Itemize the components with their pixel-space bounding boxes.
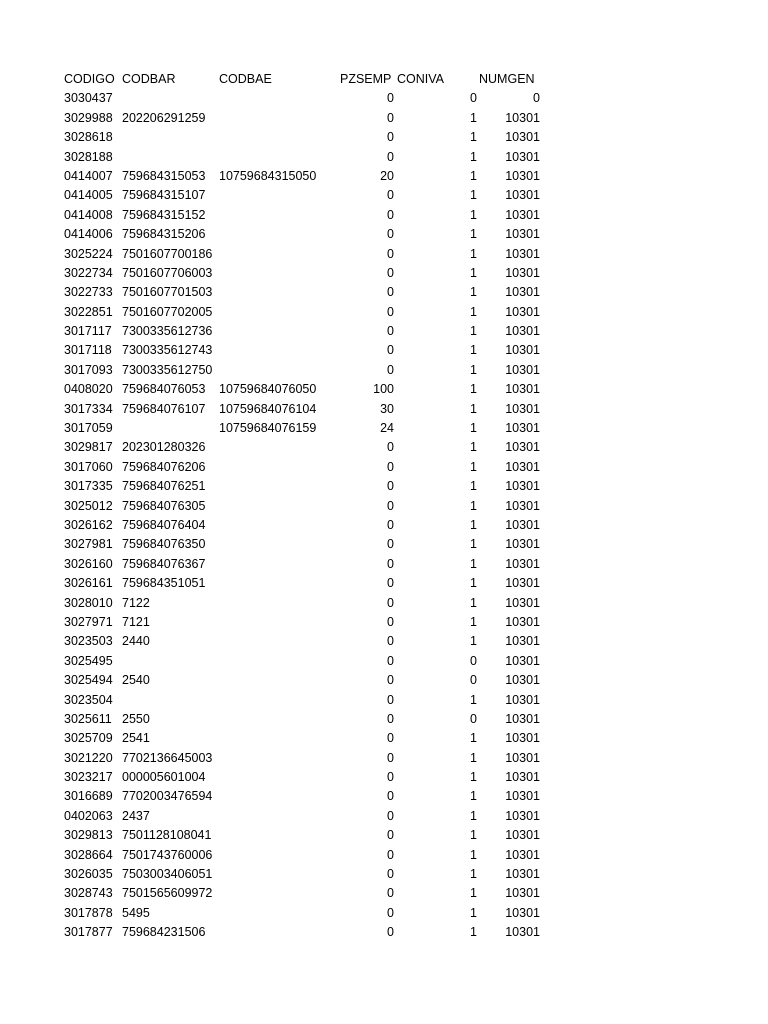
cell-codigo: 3025012 — [64, 498, 113, 513]
data-sheet — [0, 70, 768, 943]
cell-codbar: 5495 — [122, 905, 150, 920]
cell-numgen: 10301 — [505, 731, 540, 746]
cell-coniva: 1 — [470, 808, 477, 823]
cell-codigo: 3017335 — [64, 479, 113, 494]
cell-pzsemp: 0 — [387, 750, 394, 765]
cell-codbar: 7501607700186 — [122, 246, 213, 261]
cell-codbar: 759684315152 — [122, 207, 206, 222]
cell-coniva: 1 — [470, 265, 477, 280]
cell-pzsemp: 0 — [387, 227, 394, 242]
table-row — [0, 283, 768, 302]
table-row — [0, 826, 768, 845]
cell-codigo: 0414006 — [64, 227, 113, 242]
table-row — [0, 477, 768, 496]
cell-codbar: 7501607706003 — [122, 265, 213, 280]
table-row — [0, 594, 768, 613]
cell-pzsemp: 0 — [387, 808, 394, 823]
cell-pzsemp: 0 — [387, 634, 394, 649]
table-row — [0, 167, 768, 186]
cell-codigo: 3026160 — [64, 556, 113, 571]
cell-codbar: 759684076053 — [122, 382, 206, 397]
cell-codigo: 0402063 — [64, 808, 113, 823]
cell-numgen: 10301 — [505, 925, 540, 940]
cell-pzsemp: 0 — [387, 110, 394, 125]
header-coniva: CONIVA — [397, 72, 444, 86]
cell-numgen: 10301 — [505, 828, 540, 843]
cell-coniva: 1 — [470, 440, 477, 455]
table-row — [0, 128, 768, 147]
cell-numgen: 10301 — [505, 595, 540, 610]
table-row — [0, 923, 768, 942]
cell-codbar: 759684076305 — [122, 498, 206, 513]
table-row — [0, 768, 768, 787]
cell-pzsemp: 0 — [387, 459, 394, 474]
cell-pzsemp: 0 — [387, 517, 394, 532]
table-row — [0, 516, 768, 535]
table-row — [0, 671, 768, 690]
cell-coniva: 1 — [470, 343, 477, 358]
cell-coniva: 1 — [470, 421, 477, 436]
cell-codbae: 10759684076050 — [219, 382, 317, 397]
cell-numgen: 10301 — [505, 537, 540, 552]
cell-codbar: 7300335612736 — [122, 324, 213, 339]
cell-codigo: 3017877 — [64, 925, 113, 940]
cell-codbar: 7121 — [122, 614, 150, 629]
cell-numgen: 10301 — [505, 750, 540, 765]
cell-coniva: 1 — [470, 828, 477, 843]
cell-coniva: 1 — [470, 362, 477, 377]
cell-codigo: 3026161 — [64, 576, 113, 591]
table-row — [0, 400, 768, 419]
cell-codbar: 7702003476594 — [122, 789, 213, 804]
cell-coniva: 1 — [470, 517, 477, 532]
cell-codbar: 2440 — [122, 634, 150, 649]
cell-pzsemp: 0 — [387, 498, 394, 513]
table-row — [0, 206, 768, 225]
cell-codigo: 3017117 — [64, 324, 112, 339]
table-row — [0, 807, 768, 826]
cell-pzsemp: 0 — [387, 595, 394, 610]
cell-codbae: 10759684315050 — [219, 168, 317, 183]
table-row — [0, 225, 768, 244]
header-row — [0, 70, 768, 89]
cell-coniva: 1 — [470, 925, 477, 940]
cell-pzsemp: 0 — [387, 867, 394, 882]
cell-pzsemp: 100 — [373, 382, 394, 397]
cell-coniva: 0 — [470, 673, 477, 688]
cell-codbar: 759684231506 — [122, 925, 206, 940]
cell-coniva: 0 — [470, 653, 477, 668]
cell-coniva: 1 — [470, 479, 477, 494]
cell-numgen: 10301 — [505, 498, 540, 513]
table-row — [0, 749, 768, 768]
cell-codigo: 3025224 — [64, 246, 113, 261]
cell-codbar: 7501565609972 — [122, 886, 213, 901]
cell-codigo: 3029988 — [64, 110, 113, 125]
cell-coniva: 1 — [470, 498, 477, 513]
cell-codigo: 3023503 — [64, 634, 113, 649]
cell-pzsemp: 0 — [387, 91, 394, 106]
cell-codbar: 202301280326 — [122, 440, 206, 455]
cell-codbar: 759684076251 — [122, 479, 206, 494]
cell-codigo: 3028664 — [64, 847, 113, 862]
cell-pzsemp: 30 — [380, 401, 394, 416]
cell-codigo: 0408020 — [64, 382, 113, 397]
cell-pzsemp: 0 — [387, 576, 394, 591]
cell-codigo: 0414008 — [64, 207, 113, 222]
cell-pzsemp: 0 — [387, 246, 394, 261]
cell-numgen: 10301 — [505, 808, 540, 823]
cell-codbae: 10759684076104 — [219, 401, 317, 416]
cell-numgen: 10301 — [505, 673, 540, 688]
cell-codigo: 3030437 — [64, 91, 113, 106]
cell-pzsemp: 0 — [387, 149, 394, 164]
cell-codigo: 3022851 — [64, 304, 113, 319]
table-row — [0, 787, 768, 806]
cell-codigo: 3025495 — [64, 653, 113, 668]
table-row — [0, 322, 768, 341]
header-codbar: CODBAR — [122, 72, 176, 86]
cell-pzsemp: 0 — [387, 130, 394, 145]
cell-codbar: 7122 — [122, 595, 150, 610]
cell-codigo: 3025709 — [64, 731, 113, 746]
cell-numgen: 10301 — [505, 653, 540, 668]
cell-numgen: 10301 — [505, 867, 540, 882]
cell-coniva: 1 — [470, 304, 477, 319]
table-row — [0, 361, 768, 380]
cell-codigo: 3017334 — [64, 401, 113, 416]
cell-numgen: 10301 — [505, 459, 540, 474]
cell-pzsemp: 0 — [387, 343, 394, 358]
cell-coniva: 1 — [470, 188, 477, 203]
cell-codbar: 7702136645003 — [122, 750, 213, 765]
cell-codigo: 3027971 — [64, 614, 113, 629]
cell-pzsemp: 0 — [387, 207, 394, 222]
cell-pzsemp: 0 — [387, 847, 394, 862]
cell-numgen: 10301 — [505, 382, 540, 397]
cell-numgen: 10301 — [505, 440, 540, 455]
cell-codbar: 759684315107 — [122, 188, 206, 203]
cell-codbar: 759684315053 — [122, 168, 206, 183]
cell-codbar: 7503003406051 — [122, 867, 213, 882]
cell-numgen: 10301 — [505, 789, 540, 804]
cell-codbar: 759684076404 — [122, 517, 206, 532]
table-row — [0, 303, 768, 322]
cell-numgen: 10301 — [505, 285, 540, 300]
cell-codigo: 3028743 — [64, 886, 113, 901]
table-row — [0, 109, 768, 128]
table-row — [0, 729, 768, 748]
cell-codigo: 3026162 — [64, 517, 113, 532]
cell-pzsemp: 0 — [387, 925, 394, 940]
cell-pzsemp: 24 — [380, 421, 394, 436]
cell-codbar: 759684076107 — [122, 401, 206, 416]
cell-pzsemp: 0 — [387, 886, 394, 901]
cell-pzsemp: 0 — [387, 188, 394, 203]
cell-codbar: 759684076206 — [122, 459, 206, 474]
table-row — [0, 186, 768, 205]
cell-codigo: 3022733 — [64, 285, 113, 300]
cell-coniva: 1 — [470, 789, 477, 804]
cell-numgen: 10301 — [505, 324, 540, 339]
cell-pzsemp: 0 — [387, 711, 394, 726]
header-pzsemp: PZSEMP — [340, 72, 392, 86]
cell-numgen: 10301 — [505, 421, 540, 436]
cell-codigo: 3028618 — [64, 130, 113, 145]
cell-coniva: 1 — [470, 285, 477, 300]
cell-codbar: 759684351051 — [122, 576, 206, 591]
cell-codbar: 7501607701503 — [122, 285, 213, 300]
cell-numgen: 10301 — [505, 886, 540, 901]
cell-numgen: 10301 — [505, 188, 540, 203]
cell-coniva: 1 — [470, 324, 477, 339]
table-row — [0, 341, 768, 360]
cell-coniva: 1 — [470, 905, 477, 920]
cell-coniva: 1 — [470, 576, 477, 591]
header-numgen: NUMGEN — [479, 72, 535, 86]
cell-coniva: 1 — [470, 692, 477, 707]
cell-coniva: 1 — [470, 537, 477, 552]
cell-codbar: 2437 — [122, 808, 150, 823]
cell-numgen: 10301 — [505, 614, 540, 629]
cell-pzsemp: 0 — [387, 324, 394, 339]
cell-coniva: 1 — [470, 168, 477, 183]
cell-codbar: 7501607702005 — [122, 304, 213, 319]
cell-pzsemp: 0 — [387, 556, 394, 571]
cell-numgen: 10301 — [505, 149, 540, 164]
cell-codbar: 759684315206 — [122, 227, 206, 242]
cell-codigo: 0414005 — [64, 188, 113, 203]
cell-coniva: 1 — [470, 750, 477, 765]
cell-coniva: 1 — [470, 731, 477, 746]
header-codbae: CODBAE — [219, 72, 272, 86]
cell-pzsemp: 0 — [387, 614, 394, 629]
cell-numgen: 10301 — [505, 576, 540, 591]
cell-codigo: 3017878 — [64, 905, 113, 920]
table-row — [0, 264, 768, 283]
cell-codigo: 3028010 — [64, 595, 113, 610]
cell-codigo: 0414007 — [64, 168, 113, 183]
cell-codbar: 2540 — [122, 673, 150, 688]
table-row — [0, 613, 768, 632]
cell-coniva: 1 — [470, 770, 477, 785]
cell-pzsemp: 0 — [387, 265, 394, 280]
cell-codigo: 3023217 — [64, 770, 113, 785]
cell-coniva: 1 — [470, 867, 477, 882]
table-row — [0, 497, 768, 516]
cell-codigo: 3017060 — [64, 459, 113, 474]
cell-codbar: 7300335612743 — [122, 343, 213, 358]
table-row — [0, 89, 768, 108]
cell-coniva: 1 — [470, 227, 477, 242]
cell-numgen: 10301 — [505, 634, 540, 649]
cell-codbae: 10759684076159 — [219, 421, 317, 436]
cell-coniva: 1 — [470, 382, 477, 397]
cell-codigo: 3025611 — [64, 711, 112, 726]
cell-coniva: 1 — [470, 595, 477, 610]
table-row — [0, 691, 768, 710]
cell-numgen: 10301 — [505, 692, 540, 707]
cell-numgen: 10301 — [505, 227, 540, 242]
table-row — [0, 535, 768, 554]
cell-numgen: 0 — [533, 91, 540, 106]
cell-codbar: 7300335612750 — [122, 362, 213, 377]
cell-numgen: 10301 — [505, 168, 540, 183]
cell-codigo: 3027981 — [64, 537, 113, 552]
cell-codigo: 3021220 — [64, 750, 113, 765]
cell-pzsemp: 0 — [387, 479, 394, 494]
cell-codbar: 2550 — [122, 711, 150, 726]
cell-coniva: 0 — [470, 91, 477, 106]
cell-codigo: 3017059 — [64, 421, 113, 436]
cell-coniva: 1 — [470, 847, 477, 862]
cell-numgen: 10301 — [505, 207, 540, 222]
cell-numgen: 10301 — [505, 343, 540, 358]
table-row — [0, 884, 768, 903]
cell-coniva: 1 — [470, 130, 477, 145]
cell-coniva: 1 — [470, 110, 477, 125]
cell-numgen: 10301 — [505, 265, 540, 280]
table-row — [0, 846, 768, 865]
cell-codigo: 3017093 — [64, 362, 113, 377]
cell-pzsemp: 0 — [387, 285, 394, 300]
cell-pzsemp: 0 — [387, 537, 394, 552]
table-row — [0, 904, 768, 923]
cell-codigo: 3016689 — [64, 789, 113, 804]
cell-pzsemp: 0 — [387, 828, 394, 843]
table-row — [0, 555, 768, 574]
cell-pzsemp: 0 — [387, 789, 394, 804]
table-row — [0, 652, 768, 671]
cell-codigo: 3029813 — [64, 828, 113, 843]
cell-pzsemp: 0 — [387, 731, 394, 746]
cell-codbar: 202206291259 — [122, 110, 206, 125]
table-row — [0, 574, 768, 593]
cell-codigo: 3026035 — [64, 867, 113, 882]
cell-numgen: 10301 — [505, 711, 540, 726]
table-row — [0, 710, 768, 729]
table-row — [0, 865, 768, 884]
cell-numgen: 10301 — [505, 304, 540, 319]
cell-numgen: 10301 — [505, 130, 540, 145]
cell-pzsemp: 0 — [387, 440, 394, 455]
cell-pzsemp: 20 — [380, 168, 394, 183]
cell-codbar: 7501128108041 — [122, 828, 212, 843]
cell-numgen: 10301 — [505, 479, 540, 494]
table-body — [0, 89, 768, 942]
cell-coniva: 0 — [470, 711, 477, 726]
cell-coniva: 1 — [470, 149, 477, 164]
cell-coniva: 1 — [470, 886, 477, 901]
cell-codbar: 000005601004 — [122, 770, 206, 785]
cell-coniva: 1 — [470, 614, 477, 629]
cell-numgen: 10301 — [505, 246, 540, 261]
cell-codbar: 759684076367 — [122, 556, 206, 571]
cell-numgen: 10301 — [505, 362, 540, 377]
cell-pzsemp: 0 — [387, 770, 394, 785]
cell-numgen: 10301 — [505, 517, 540, 532]
table-row — [0, 148, 768, 167]
cell-coniva: 1 — [470, 556, 477, 571]
cell-pzsemp: 0 — [387, 673, 394, 688]
cell-pzsemp: 0 — [387, 653, 394, 668]
cell-numgen: 10301 — [505, 905, 540, 920]
table-row — [0, 380, 768, 399]
cell-codigo: 3022734 — [64, 265, 113, 280]
cell-codbar: 7501743760006 — [122, 847, 213, 862]
cell-coniva: 1 — [470, 634, 477, 649]
header-codigo: CODIGO — [64, 72, 115, 86]
table-row — [0, 632, 768, 651]
cell-codigo: 3023504 — [64, 692, 113, 707]
cell-numgen: 10301 — [505, 770, 540, 785]
cell-coniva: 1 — [470, 459, 477, 474]
cell-numgen: 10301 — [505, 556, 540, 571]
cell-coniva: 1 — [470, 246, 477, 261]
cell-pzsemp: 0 — [387, 362, 394, 377]
table-row — [0, 438, 768, 457]
cell-codbar: 2541 — [122, 731, 150, 746]
cell-pzsemp: 0 — [387, 905, 394, 920]
cell-codigo: 3028188 — [64, 149, 113, 164]
cell-numgen: 10301 — [505, 110, 540, 125]
table-row — [0, 458, 768, 477]
cell-coniva: 1 — [470, 401, 477, 416]
cell-pzsemp: 0 — [387, 692, 394, 707]
cell-pzsemp: 0 — [387, 304, 394, 319]
cell-codigo: 3029817 — [64, 440, 113, 455]
cell-numgen: 10301 — [505, 847, 540, 862]
table-row — [0, 245, 768, 264]
cell-coniva: 1 — [470, 207, 477, 222]
cell-codigo: 3017118 — [64, 343, 112, 358]
table-row — [0, 419, 768, 438]
cell-numgen: 10301 — [505, 401, 540, 416]
cell-codbar: 759684076350 — [122, 537, 206, 552]
cell-codigo: 3025494 — [64, 673, 113, 688]
